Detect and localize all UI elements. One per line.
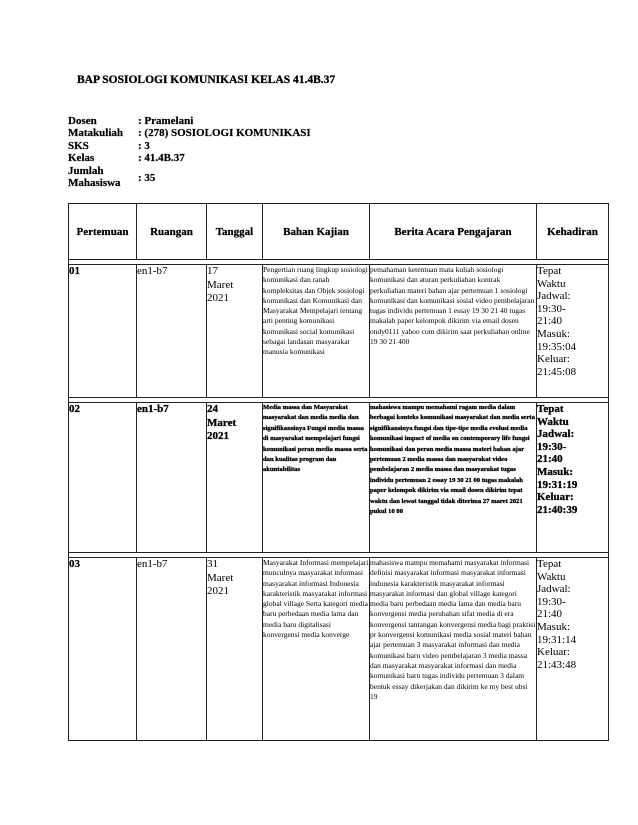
- info-row-sks: [68, 140, 368, 152]
- tanggal-text: 31 Maret 2021: [207, 558, 234, 597]
- info-value: : 3: [138, 139, 150, 152]
- cell-ruangan: en1-b7: [137, 403, 207, 553]
- info-label: Dosen: [68, 115, 97, 127]
- cell-tanggal: [207, 558, 263, 741]
- kehadiran-text: Tepat Waktu Jadwal: 19:30- 21:40 Masuk: 19:31:14 Keluar: 21:43:48: [537, 558, 577, 671]
- cell-berita-acara: mahasiswa mampu memahami ragam media dalam berbagai konteks komunikasi masyarakat dan media serta signifikansinya fungsi dan tipe-tipe media evolusi media komunikasi impact of media on contemporary life fungsi komunikasi dan peran media massa materi bahan ajar pertemuan 2 media massa dan masyarakat video pembelajaran 2 media massa dan masyarakat tugas individu pertemuan 2 essay 19 30 21 00 tugas makalah paper kelompok dikirim via email dosen dikirim tepat waktu dan lewat tanggal tidak diterima 27 maret 2021 pukul 10 00: [370, 403, 537, 553]
- cell-tanggal: [207, 265, 263, 398]
- cell-kehadiran: [537, 265, 609, 398]
- course-info: [68, 115, 368, 192]
- cell-kehadiran: [537, 403, 609, 553]
- cell-bahan-kajian: Pengertian ruang lingkup sosiologi komunikasi dan ranah kompleksitas dan Objek sosiologi komunikasi dan Komunikasi dan Masyarakat Mempelajari tentang arti penting komunikasi komunikasi social komunikasi sebagai landasan masyarakat manusia komunikasi: [263, 265, 370, 398]
- cell-bahan-kajian: Media massa dan Masyarakat masyarakat dan media media dan signifikansinya Fungsi media massa di masyarakat mempelajari fungsi komunikasi peran media massa serta dan kualitas program dan akuntabilitas: [263, 403, 370, 553]
- tanggal-text: 24 Maret 2021: [207, 403, 237, 442]
- info-value: : 41.4B.37: [138, 152, 185, 165]
- info-value: : Pramelani: [138, 115, 194, 127]
- tanggal-text: 17 Maret 2021: [207, 265, 234, 304]
- cell-kehadiran: [537, 558, 609, 741]
- table-row: [69, 265, 609, 398]
- cell-ruangan: en1-b7: [137, 558, 207, 741]
- bap-table: [68, 203, 609, 741]
- info-row-kelas: [68, 152, 368, 164]
- info-label: Kelas: [68, 152, 95, 165]
- kehadiran-text: Tepat Waktu Jadwal: 19:30- 21:40 Masuk: 19:31:19 Keluar: 21:40:39: [537, 403, 578, 516]
- header-berita-acara: Berita Acara Pengajaran: [370, 204, 537, 260]
- header-tanggal: Tanggal: [207, 204, 263, 260]
- header-ruangan: Ruangan: [137, 204, 207, 260]
- header-bahan-kajian: Bahan Kajian: [263, 204, 370, 260]
- info-value: : 35: [138, 171, 156, 184]
- header-pertemuan: Pertemuan: [69, 204, 137, 260]
- info-row-jumlah-mahasiswa: [68, 165, 368, 192]
- table-row: [69, 558, 609, 741]
- cell-bahan-kajian: Masyarakat Informasi mempelajari munculnya masyarakat informasi masyarakat informasi Indonesia karakteristik masyarakat informasi global village Serta kategori media baru perbedaan media lama dan media baru digitalisasi konvergensi media konverge: [263, 558, 370, 741]
- cell-berita-acara: pemahaman ketentuan mata kuliah sosiologi komunikasi dan aturan perkuliahan kontrak perkuliahan materi bahan ajar pertemuan 1 sosiologi komunikasi dan komunikasi sosial video pembelajaran tugas individu pertemuan 1 essay 19 30 21 40 tugas makalah paper kelompok dikirim via email dosen ondy0111 yahoo com dikirim saat perkuliahan online 19 30 21 400: [370, 265, 537, 398]
- table-header-row: [69, 204, 609, 260]
- info-row-matakuliah: [68, 127, 368, 139]
- info-label: SKS: [68, 139, 89, 152]
- document-title: BAP SOSIOLOGI KOMUNIKASI KELAS 41.4B.37: [77, 74, 336, 86]
- cell-pertemuan: 02: [69, 403, 137, 553]
- info-label: Matakuliah: [68, 127, 124, 140]
- cell-pertemuan: 03: [69, 558, 137, 741]
- info-row-dosen: [68, 115, 368, 127]
- kehadiran-text: Tepat Waktu Jadwal: 19:30- 21:40 Masuk: 19:35:04 Keluar: 21:45:08: [537, 265, 577, 378]
- info-value: : (278) SOSIOLOGI KOMUNIKASI: [138, 127, 311, 140]
- cell-tanggal: [207, 403, 263, 553]
- cell-pertemuan: 01: [69, 265, 137, 398]
- cell-ruangan: en1-b7: [137, 265, 207, 398]
- info-label: Jumlah Mahasiswa: [68, 164, 121, 189]
- cell-berita-acara: mahasiswa mampu memahami masyarakat informasi definisi masyarakat informasi masyarakat informasi indonesia karakteristik masyarakat informasi masyarakat informasi dan global village kategori media baru perbedaan media lama dan media baru konvergensi media perubahan sifat media di era konvergensi tantangan konvergensi media bagi praktisi pr konvergensi komunikasi media sosial materi bahan ajar pertemuan 3 masyarakat informasi dan media komunikasi baru video pembelajaran 3 media massa dan masyarakat masyarakat informasi dan media komunikasi baru tugas individu pertemuan 3 dalam bentuk essay dikerjakan dan dikirim ke my best ubsi 19: [370, 558, 537, 741]
- table-row: [69, 403, 609, 553]
- header-kehadiran: Kehadiran: [537, 204, 609, 260]
